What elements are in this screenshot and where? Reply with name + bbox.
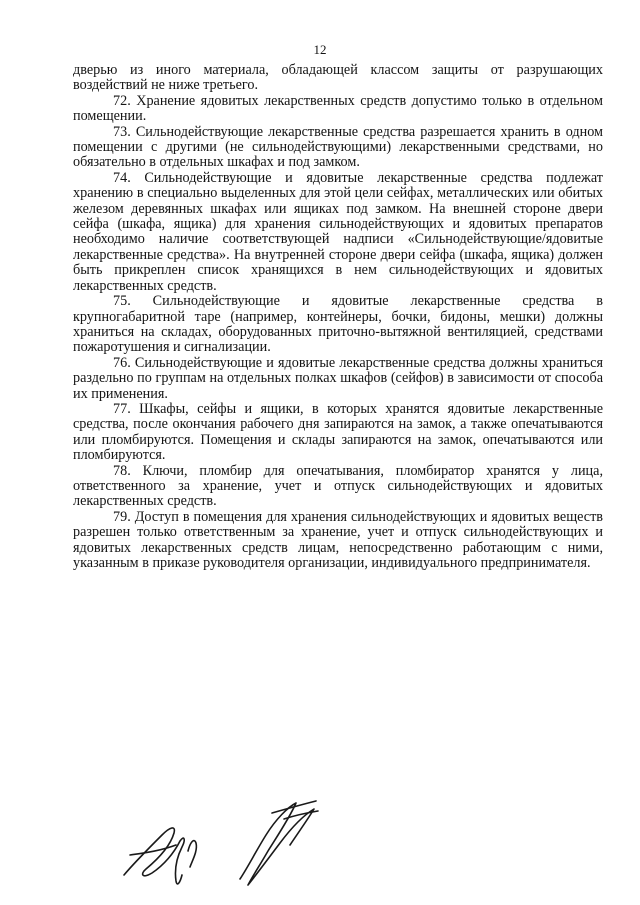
paragraph-72: 72. Хранение ядовитых лекарственных средств допустимо только в отдельном помещении.	[73, 92, 603, 125]
signature-mark-right	[240, 803, 314, 885]
paragraph-76: 76. Сильнодействующие и ядовитые лекарственные средства должны храниться раздельно по группам на отдельных полках шкафов (сейфов) в зависимости от способа их применения.	[73, 354, 603, 402]
paragraph-continuation: дверью из иного материала, обладающей классом защиты от разрушающих воздействий не ниже третьего.	[73, 62, 603, 94]
paragraph-78: 78. Ключи, пломбир для опечатывания, пломбиратор хранятся у лица, ответственного за хранение, учет и отпуск сильнодействующих и ядовитых лекарственных средств.	[73, 462, 603, 510]
paragraph-77: 77. Шкафы, сейфы и ящики, в которых хранятся ядовитые лекарственные средства, после окончания рабочего дня запираются на замок, а также опечатываются или пломбируются. Помещения и склады запираются на замок, опечатываются или пломбируются.	[73, 400, 603, 464]
paragraph-75: 75. Сильнодействующие и ядовитые лекарственные средства в крупногабаритной таре (например, контейнеры, бочки, бидоны, мешки) должны храниться на складах, оборудованных приточно-вытяжной вентиляцией, средствами пожаротушения и сигнализации.	[73, 293, 603, 356]
paragraph-74: 74. Сильнодействующие и ядовитые лекарственные средства подлежат хранению в специально выделенных для этой цели сейфах, металлических или обитых железом деревянных шкафах или ящиках под замком. На внешней стороне двери сейфа (шкафа, ящика) для хранения сильнодействующих и ядовитых препаратов необходимо наличие соответствующей надписи «Сильнодействующие/ядовитые лекарственные средства». На внутренней стороне двери сейфа (шкафа, ящика) должен быть прикреплен список хранящихся в нем сильнодействующих и ядовитых лекарственных средств.	[73, 169, 603, 294]
signature-mark-left	[124, 828, 184, 884]
page-number: 12	[313, 42, 327, 57]
paragraph-79: 79. Доступ в помещения для хранения сильнодействующих и ядовитых веществ разрешен только ответственным за хранение, учет и отпуск сильнодействующих и ядовитых лекарственных средств лицам, непосредственно работающим с ними, указанным в приказе руководителя организации, индивидуального предпринимателя.	[73, 508, 603, 571]
document-body	[73, 63, 603, 571]
paragraph-73: 73. Сильнодействующие лекарственные средства разрешается хранить в одном помещении с другими (не сильнодействующими) лекарственными средствами, но обязательно в отдельных шкафах и под замком.	[73, 123, 603, 171]
signatures	[100, 795, 360, 895]
